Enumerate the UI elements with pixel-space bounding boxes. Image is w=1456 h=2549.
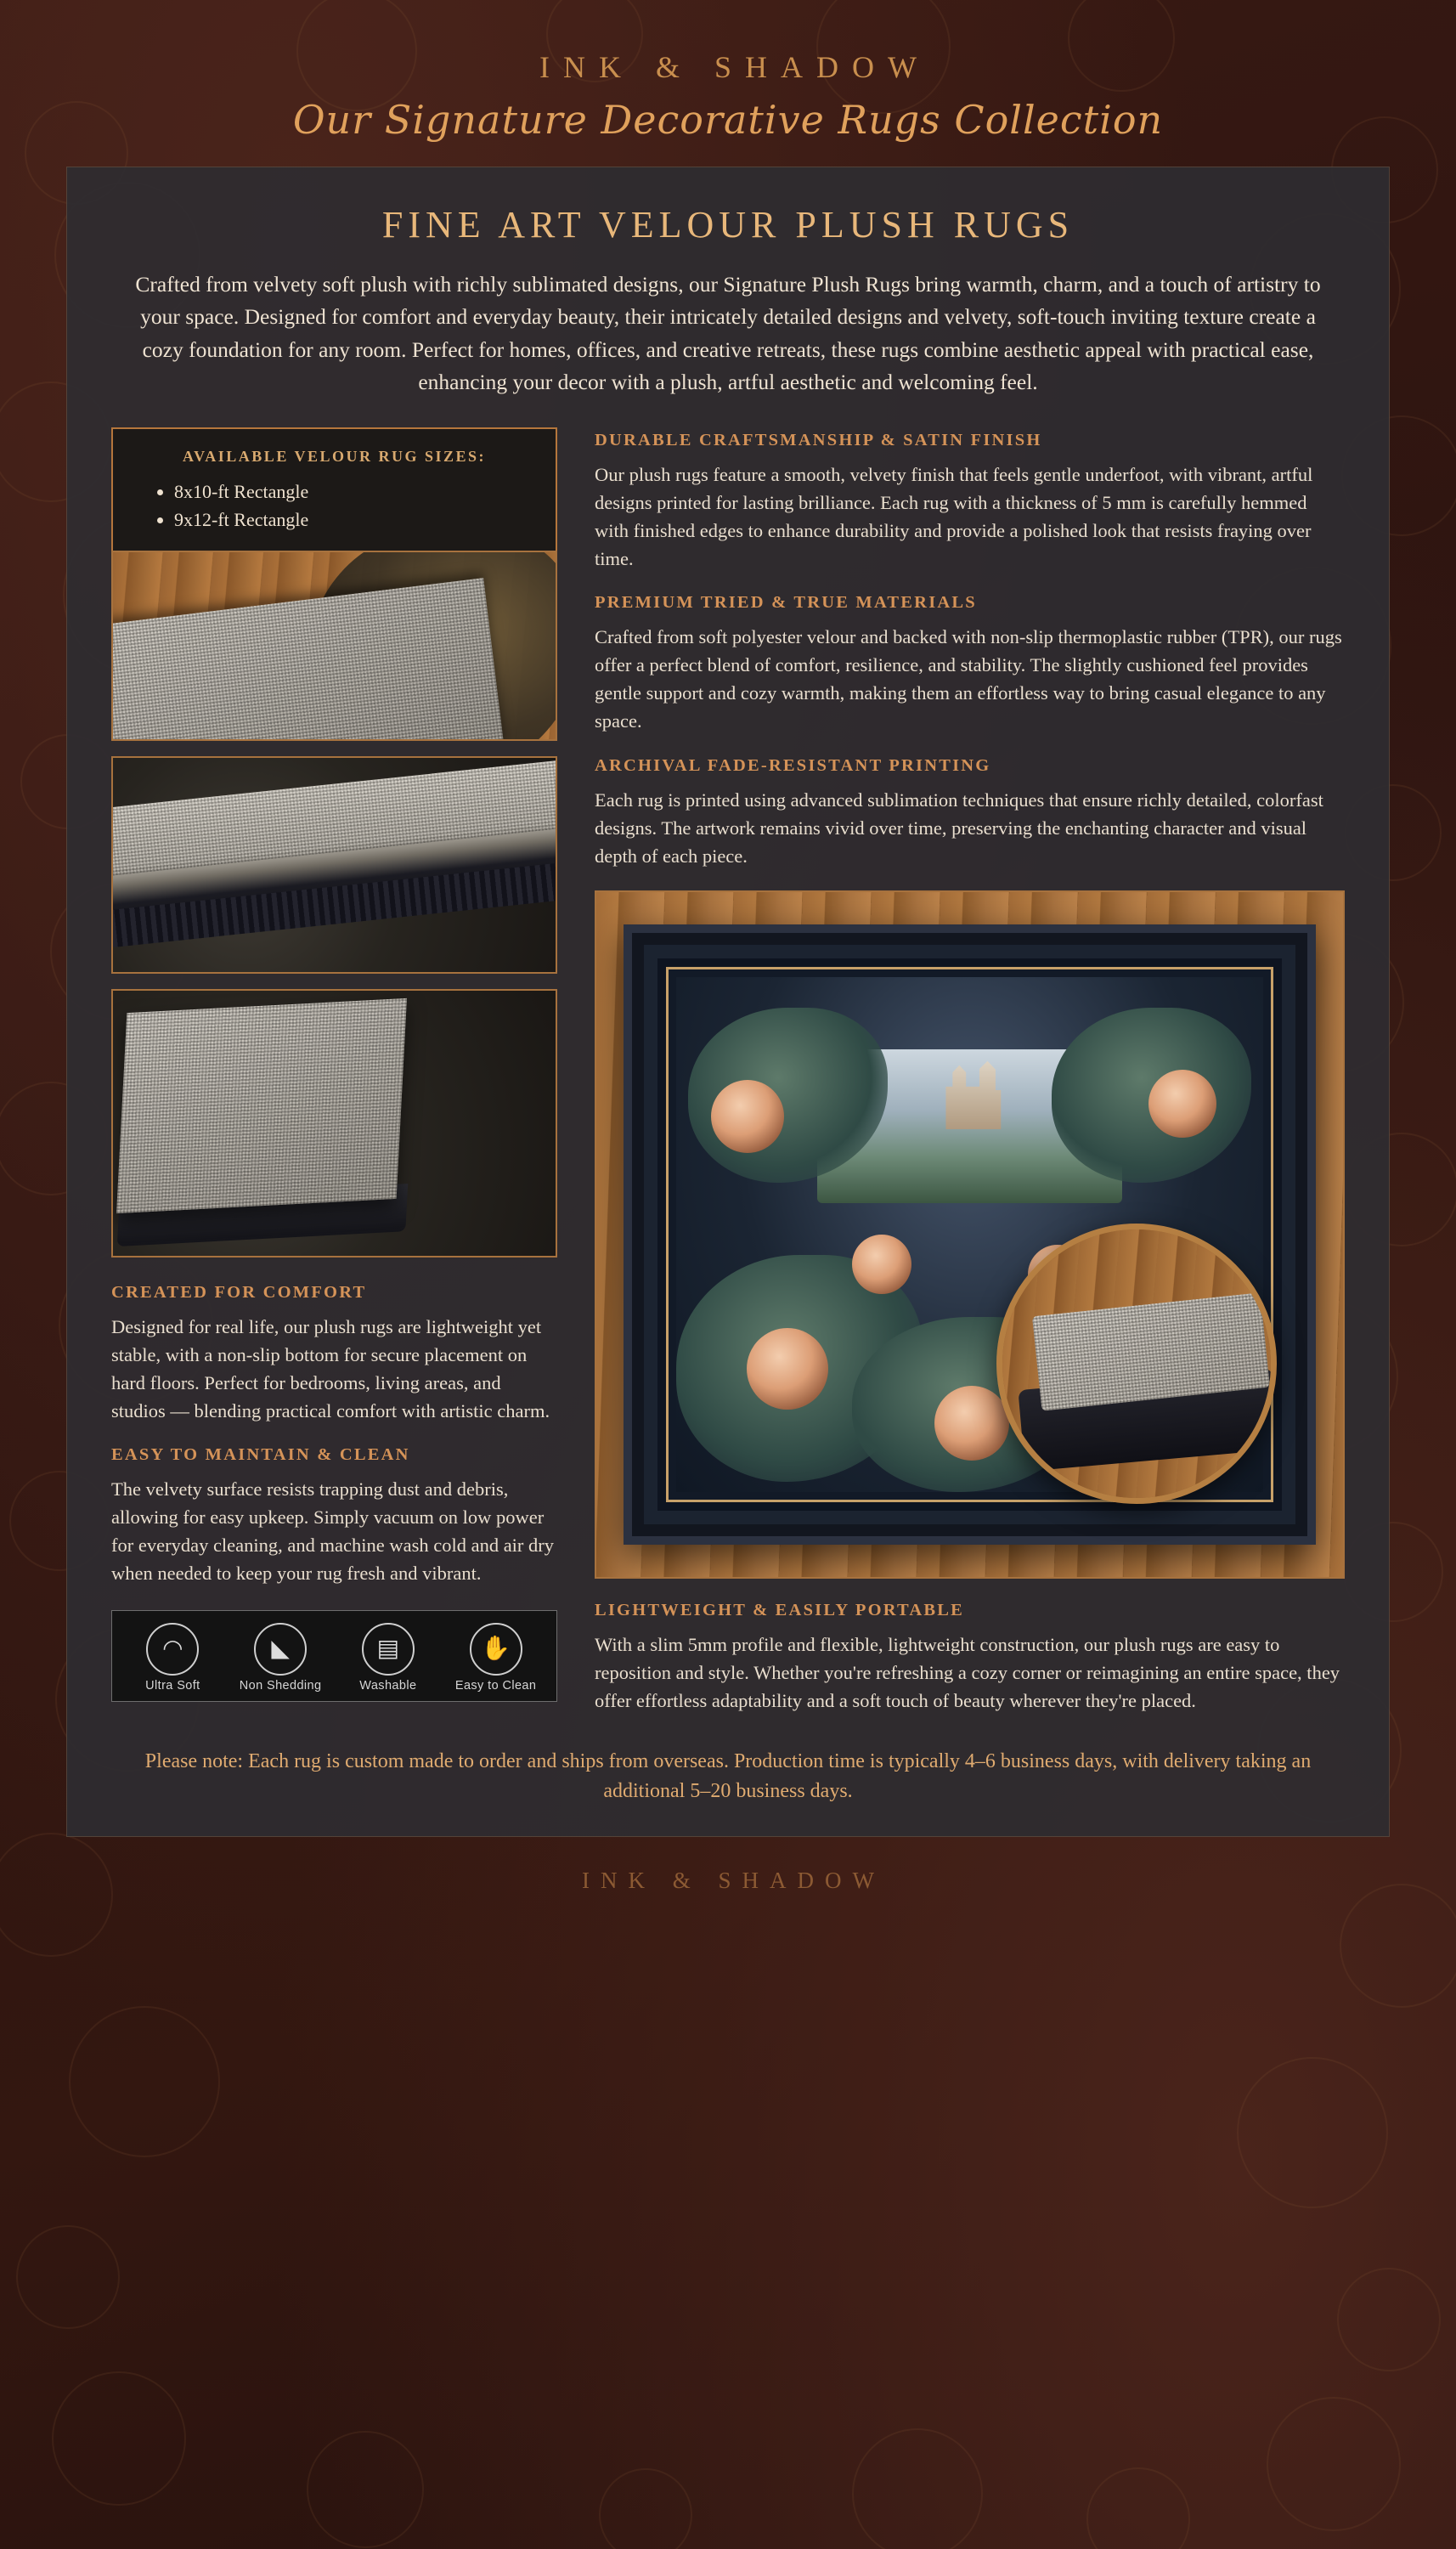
feature-label: Non Shedding [239, 1678, 322, 1693]
flower-motif [747, 1328, 828, 1410]
section-heading-comfort: CREATED FOR COMFORT [111, 1283, 367, 1302]
section-body-comfort: Designed for real life, our plush rugs are lightweight yet stable, with a non-slip bottom for secure placement on hard floors. Perfect for bedrooms, living areas, and studios — blending practical comfort with artistic charm. [111, 1316, 550, 1422]
list-item: • 9x12-ft Rectangle [174, 506, 533, 534]
two-column-layout [111, 427, 1345, 1718]
flower-motif [852, 1235, 911, 1294]
flower-motif [1148, 1070, 1216, 1138]
section-body-durable: Our plush rugs feature a smooth, velvety finish that feels gentle underfoot, with vibrant, artful designs printed for lasting brilliance. Each rug with a thickness of 5 mm is carefully hemmed with finished edges to enhance durability and provide a polished look that resists fraying over time. [595, 464, 1313, 570]
feature-non-shedding [227, 1623, 335, 1693]
section-heading-portable: LIGHTWEIGHT & EASILY PORTABLE [595, 1600, 965, 1619]
washable-icon: ▤ [362, 1623, 415, 1676]
masthead-tagline: Our Signature Decorative Rugs Collection [292, 97, 1164, 143]
available-sizes-box [111, 427, 557, 552]
intro-paragraph: Crafted from velvety soft plush with richly sublimated designs, our Signature Plush Rugs bring warmth, charm, and a touch of artistry to your space. Designed for comfort and everyday beauty, their intricately detailed designs and velvety, soft-touch inviting texture create a cozy foundation for any room. Perfect for homes, offices, and creative retreats, these rugs combine aesthetic appeal with practical ease, enhancing your decor with a plush, artful aesthetic and welcoming feel. [135, 272, 1321, 394]
masthead [0, 0, 1456, 143]
available-sizes-list [135, 478, 533, 534]
section-body-printing: Each rug is printed using advanced sublimation techniques that ensure richly detailed, colorfast designs. The artwork remains vivid over time, preserving the enchanting character and visual depth of each piece. [595, 788, 1323, 867]
photo-rug-in-room [595, 890, 1345, 1579]
ultra-soft-icon: ◠ [146, 1623, 199, 1676]
list-item: • 8x10-ft Rectangle [174, 478, 533, 506]
feature-icon-strip [111, 1610, 557, 1702]
brand-name-footer: INK & SHADOW [582, 1868, 885, 1894]
non-shedding-icon: ◣ [254, 1623, 307, 1676]
feature-washable [335, 1623, 443, 1693]
section-heading-durable: DURABLE CRAFTSMANSHIP & SATIN FINISH [595, 431, 1042, 449]
section-heading-printing: ARCHIVAL FADE-RESISTANT PRINTING [595, 755, 991, 775]
photo-rug-corner-backing [111, 551, 557, 741]
content-panel [66, 167, 1390, 1837]
feature-label: Washable [359, 1678, 417, 1693]
page-title: FINE ART VELOUR PLUSH RUGS [381, 204, 1075, 246]
flower-motif [934, 1386, 1009, 1461]
non-slip-backing-texture [116, 998, 407, 1213]
section-body-materials: Crafted from soft polyester velour and backed with non-slip thermoplastic rubber (TPR), our rugs offer a perfect blend of comfort, resilience, and stability. The slightly cushioned feel provides gentle support and cozy warmth, making them an effortless way to bring casual elegance to any space. [595, 626, 1342, 732]
flower-motif [711, 1080, 784, 1153]
photo-rolled-rug-edge [111, 756, 557, 974]
circular-inset-rolled-rug [996, 1224, 1277, 1504]
feature-easy-to-clean [442, 1623, 550, 1693]
castle-motif [940, 1058, 1007, 1129]
production-note: Please note: Each rug is custom made to order and ships from overseas. Production time is typically 4–6 business days, with delivery taking an additional 5–20 business days. [144, 1749, 1312, 1802]
photo-folded-rug-corner [111, 989, 557, 1258]
feature-label: Ultra Soft [145, 1678, 200, 1693]
feature-label: Easy to Clean [454, 1678, 537, 1693]
section-heading-maintain: EASY TO MAINTAIN & CLEAN [111, 1445, 410, 1465]
section-heading-materials: PREMIUM TRIED & TRUE MATERIALS [595, 593, 977, 613]
easy-to-clean-icon: ✋ [470, 1623, 522, 1676]
section-body-maintain: The velvety surface resists trapping dust and debris, allowing for easy upkeep. Simply vacuum on low power for everyday cleaning, and machine wash cold and air dry when needed to keep your rug fresh and vibrant. [111, 1478, 555, 1585]
brand-name-top: INK & SHADOW [539, 50, 930, 84]
left-column [111, 427, 557, 1702]
right-column [595, 427, 1345, 1718]
available-sizes-heading: AVAILABLE VELOUR RUG SIZES: [182, 448, 487, 465]
feature-ultra-soft [119, 1623, 227, 1693]
section-body-portable: With a slim 5mm profile and flexible, lightweight construction, our plush rugs are easy to reposition and style. Whether you're refreshing a cozy corner or reimagining an entire space, they offer effortless adaptability and a soft touch of beauty wherever they're placed. [595, 1633, 1340, 1711]
